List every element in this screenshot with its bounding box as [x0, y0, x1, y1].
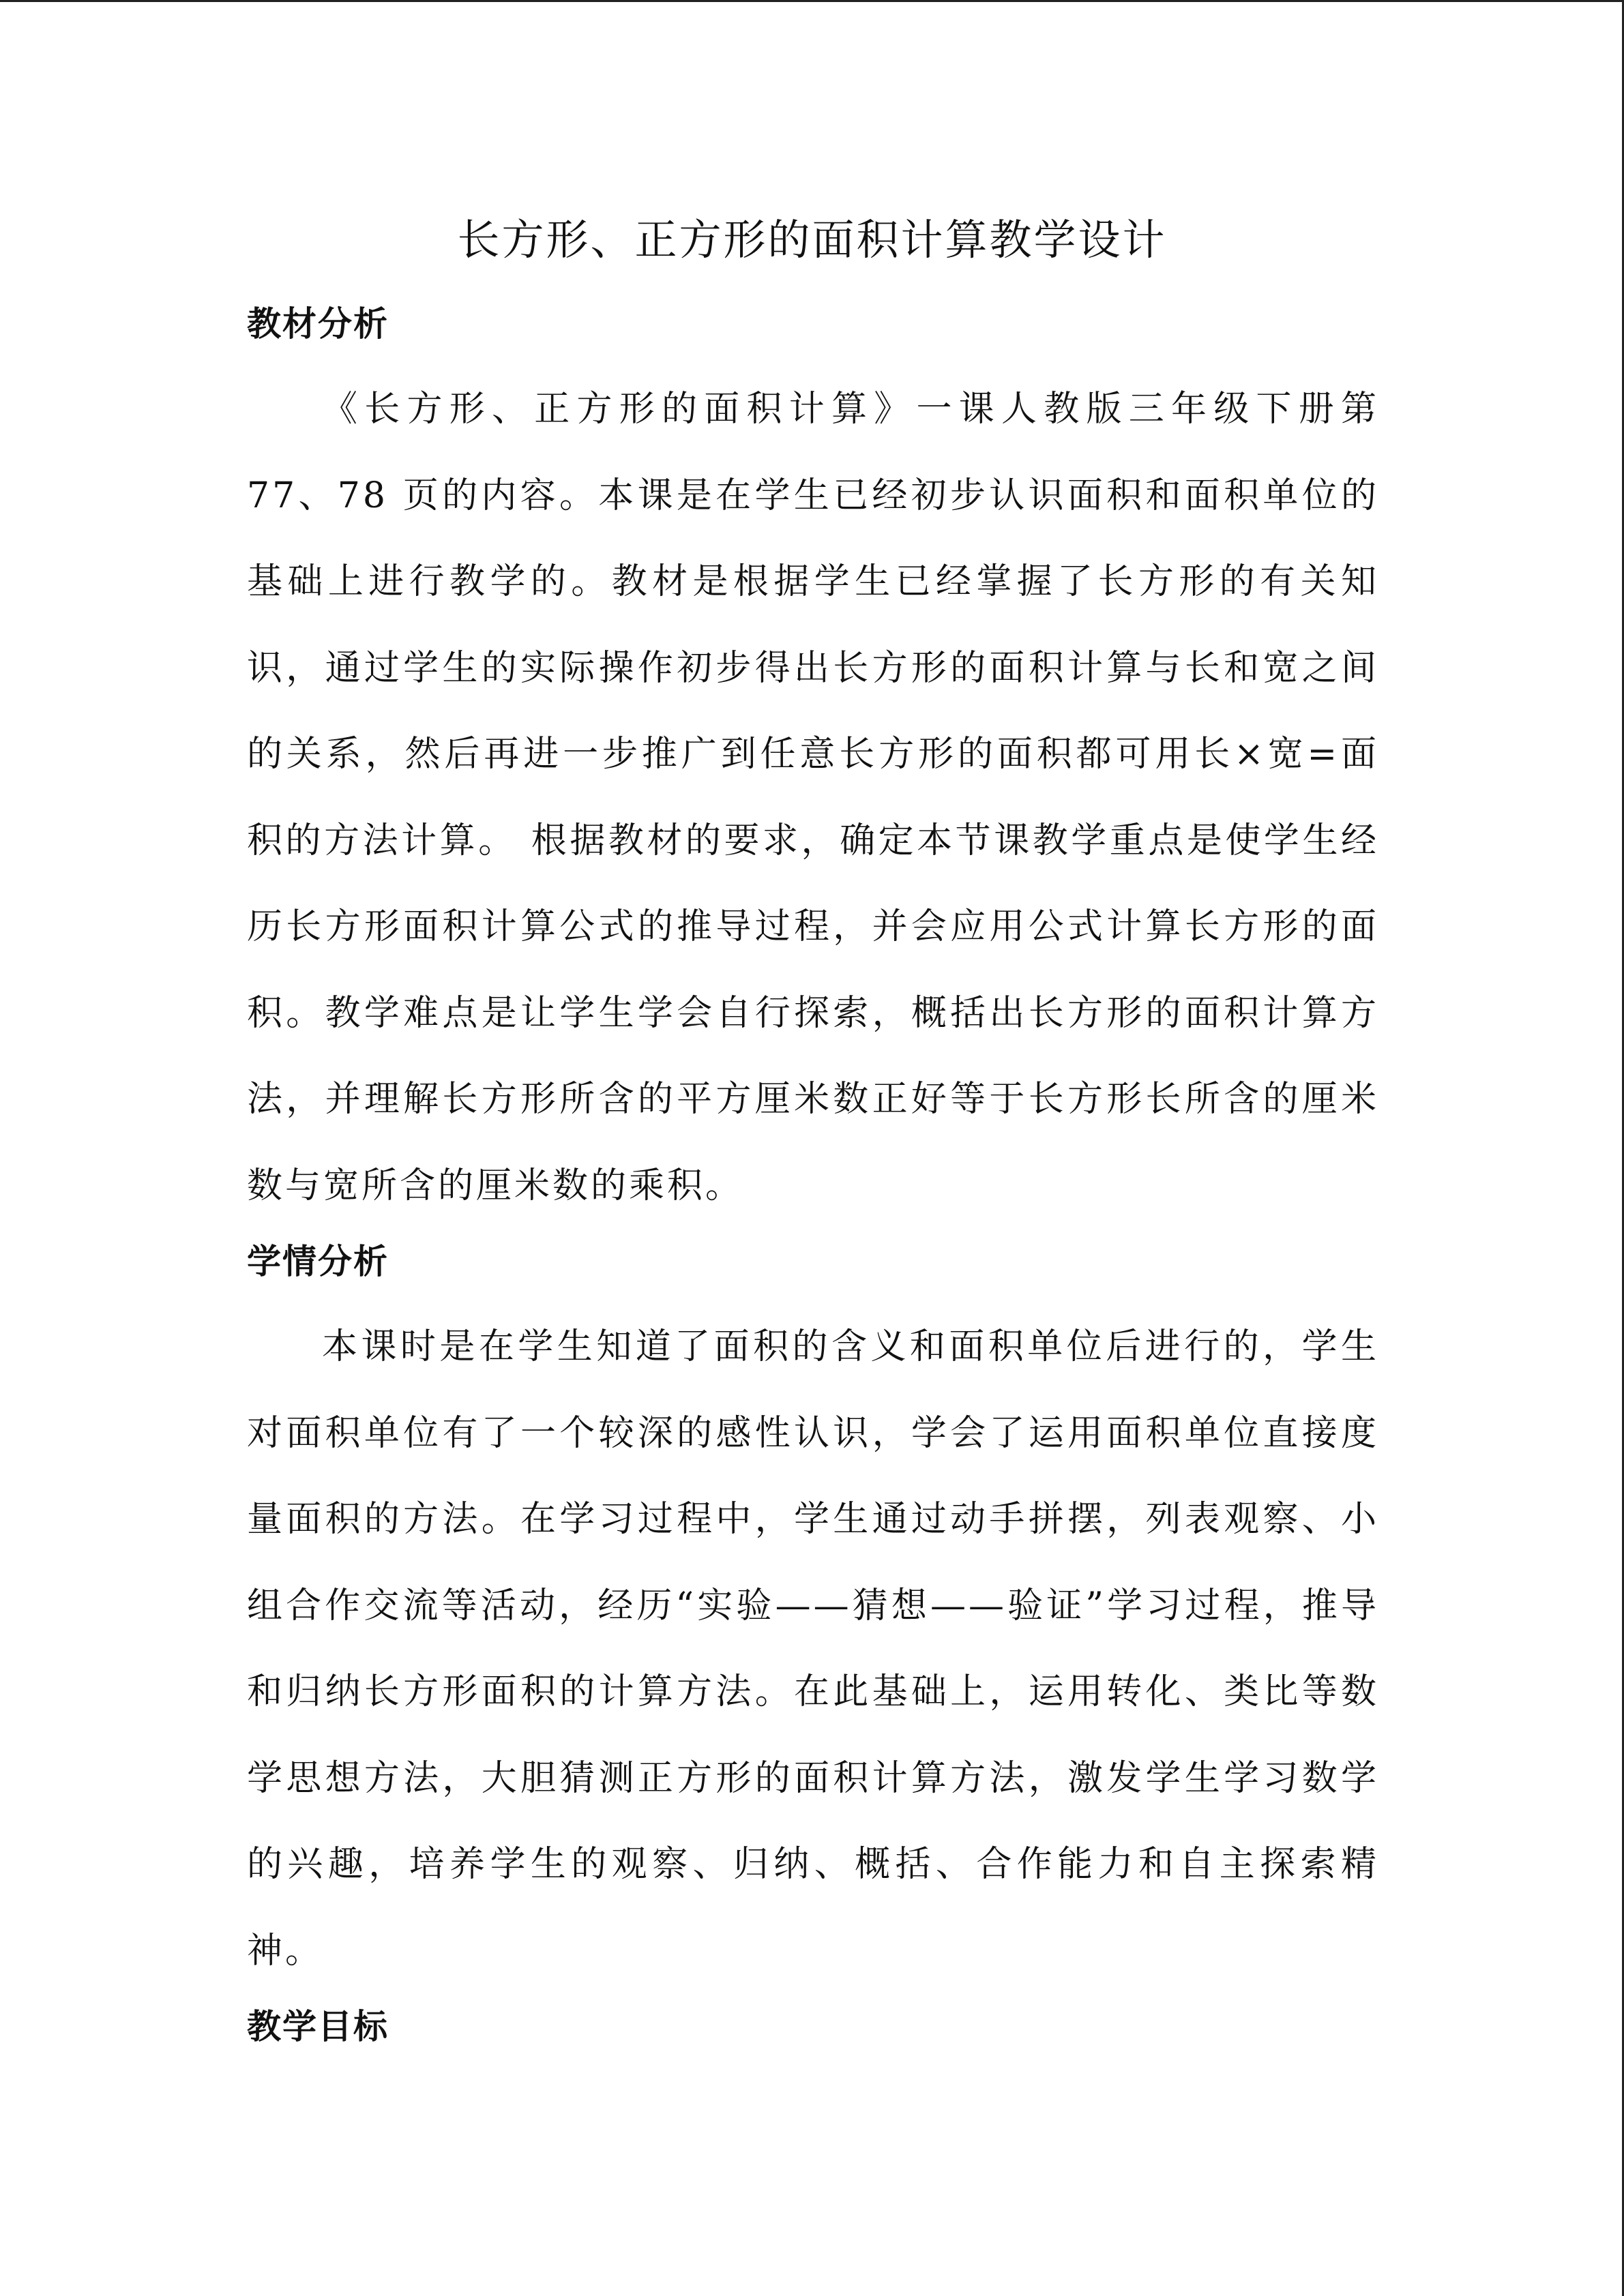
page-border-top [0, 0, 1624, 2]
document-title: 长方形、正方形的面积计算教学设计 [457, 215, 1167, 265]
section-paragraph-student-analysis: 本课时是在学生知道了面积的含义和面积单位后进行的，学生对面积单位有了一个较深的感性认识，学会了运用面积单位直接度量面积的方法。在学习过程中，学生通过动手拼摆，列表观察、小组合作交流等活动，经历“实验——猜想——验证”学习过程，推导和归纳长方形面积的计算方法。在此基础上，运用转化、类比等数学思想方法，大胆猜测正方形的面积计算方法，激发学生学习数学的兴趣，培养学生的观察、归纳、概括、合作能力和自主探索精神。 [247, 1326, 1379, 1971]
section-heading-material-analysis: 教材分析 [247, 304, 389, 344]
section-heading-teaching-goals: 教学目标 [247, 2007, 389, 2046]
section-paragraph-material-analysis: 《长方形、正方形的面积计算》一课人教版三年级下册第 77、78 页的内容。本课是在学生已经初步认识面积和面积单位的基础上进行教学的。教材是根据学生已经掌握了长方形的有关知识，通过学生的实际操作初步得出长方形的面积计算与长和宽之间的关系，然后再进一步推广到任意长方形的面积都可用长×宽=面积的方法计算。 根据教材的要求，确定本节课教学重点是使学生经历长方形面积计算公式的推导过程，并会应用公式计算长方形的面积。教学难点是让学生学会自行探索，概括出长方形的面积计算方法，并理解长方形所含的平方厘米数正好等于长方形长所含的厘米数与宽所含的厘米数的乘积。 [247, 389, 1379, 1206]
section-heading-student-analysis: 学情分析 [247, 1242, 389, 1281]
